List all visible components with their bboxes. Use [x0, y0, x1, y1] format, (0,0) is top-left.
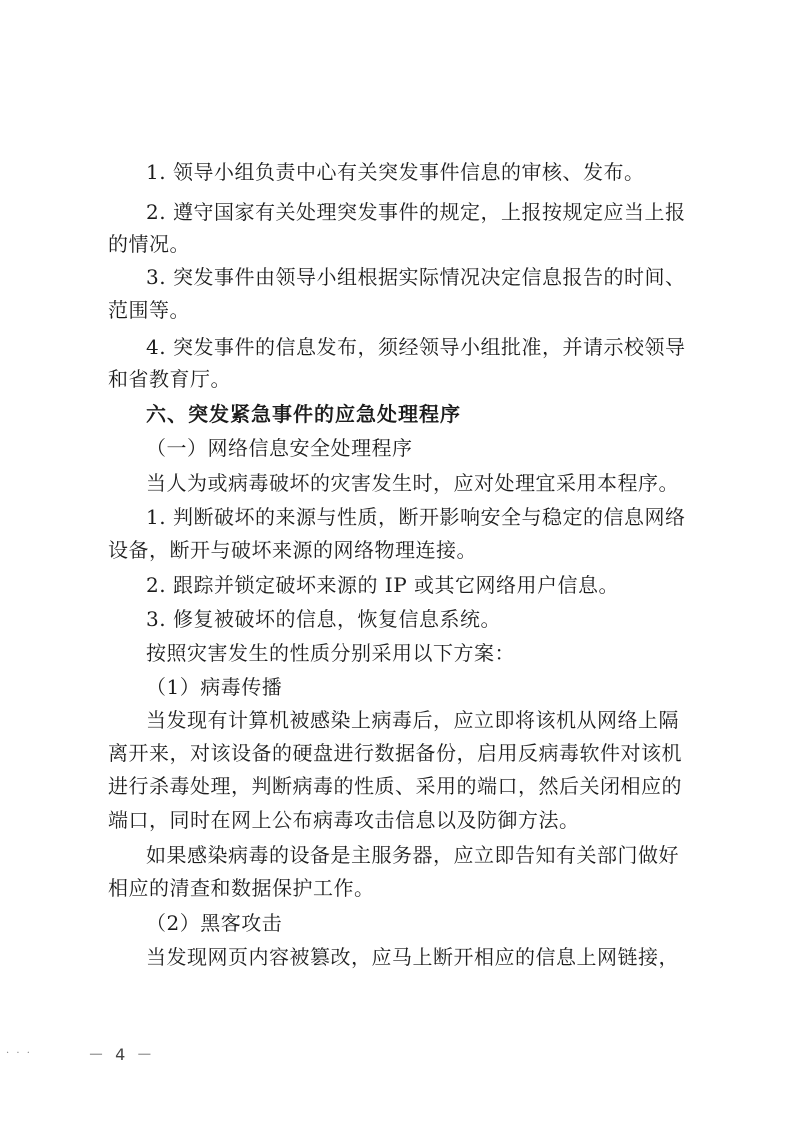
paragraph-line: 2. 遵守国家有关处理突发事件的规定，上报按规定应当上报	[146, 200, 686, 224]
paragraph-line: 当发现有计算机被感染上病毒后，应立即将该机从网络上隔	[146, 708, 679, 732]
paragraph-line: 的情况。	[108, 232, 190, 256]
paragraph-line: 如果感染病毒的设备是主服务器，应立即告知有关部门做好	[146, 843, 679, 867]
paragraph-line: 范围等。	[108, 298, 190, 322]
paragraph-line: 和省教育厅。	[108, 367, 231, 391]
paragraph-line: 按照灾害发生的性质分别采用以下方案：	[146, 641, 515, 665]
paragraph-line: 1. 判断破坏的来源与性质，断开影响安全与稳定的信息网络	[146, 505, 686, 529]
paragraph-line: 4. 突发事件的信息发布，须经领导小组批准，并请示校领导	[146, 335, 686, 359]
paragraph-line: 离开来，对该设备的硬盘进行数据备份，启用反病毒软件对该机	[108, 741, 682, 765]
paragraph-line: 当发现网页内容被篡改，应马上断开相应的信息上网链接，	[146, 945, 679, 969]
margin-dots: · · ·	[6, 1048, 32, 1059]
paragraph-line: 当人为或病毒破坏的灾害发生时，应对处理宜采用本程序。	[146, 471, 679, 495]
page-number: － 4 －	[88, 1045, 156, 1064]
paragraph-line: 进行杀毒处理，判断病毒的性质、采用的端口，然后关闭相应的	[108, 774, 682, 798]
paragraph-line: 3. 突发事件由领导小组根据实际情况决定信息报告的时间、	[146, 265, 686, 289]
section-heading: 六、突发紧急事件的应急处理程序	[146, 402, 461, 426]
paragraph-line: 端口，同时在网上公布病毒攻击信息以及防御方法。	[108, 808, 580, 832]
subsection-heading: （1）病毒传播	[146, 675, 283, 699]
paragraph-line: 1. 领导小组负责中心有关突发事件信息的审核、发布。	[146, 160, 645, 184]
subsection-heading: （一）网络信息安全处理程序	[146, 436, 413, 460]
paragraph-line: 相应的清查和数据保护工作。	[108, 876, 375, 900]
paragraph-line: 3. 修复被破坏的信息，恢复信息系统。	[146, 607, 501, 631]
subsection-heading: （2）黑客攻击	[146, 911, 283, 935]
paragraph-line: 设备，断开与破坏来源的网络物理连接。	[108, 538, 477, 562]
paragraph-line: 2. 跟踪并锁定破坏来源的 IP 或其它网络用户信息。	[146, 573, 620, 597]
